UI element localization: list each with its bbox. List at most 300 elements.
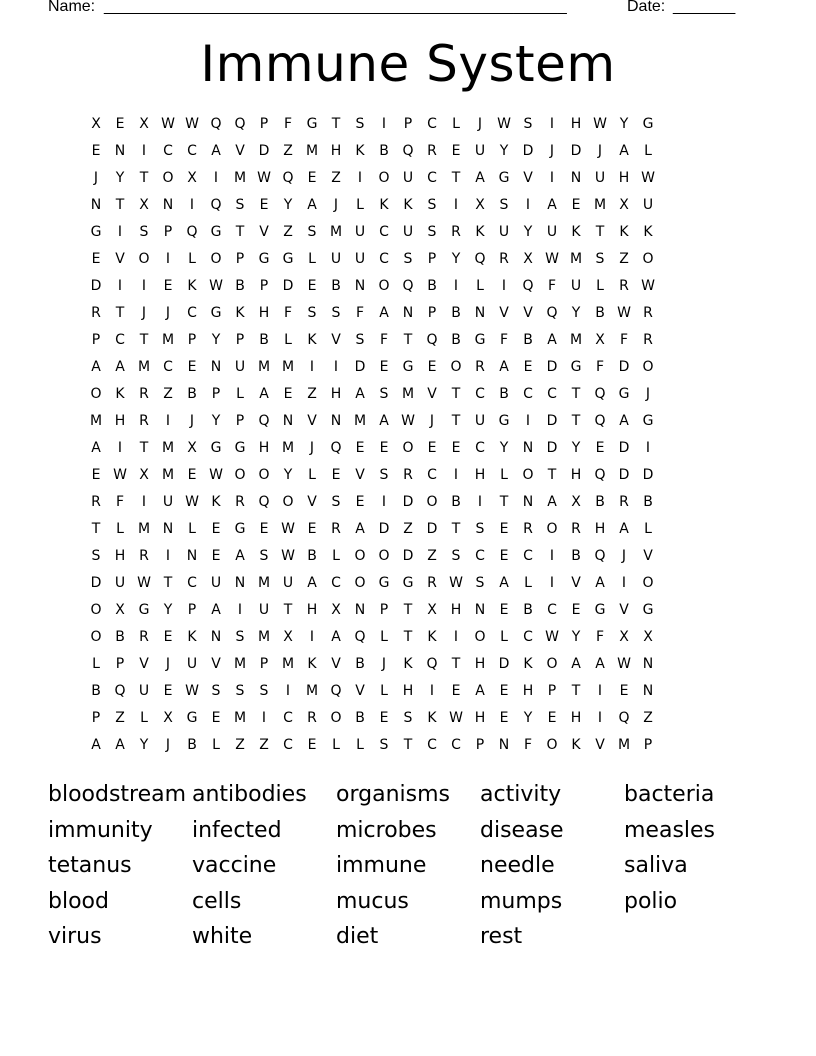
grid-letter[interactable]: J — [621, 548, 627, 564]
grid-letter[interactable]: N — [234, 575, 246, 591]
grid-letter[interactable]: V — [571, 575, 581, 591]
grid-letter[interactable]: B — [187, 386, 197, 402]
grid-letter[interactable]: Q — [594, 413, 606, 429]
grid-letter[interactable]: H — [114, 413, 126, 429]
grid-letter[interactable]: P — [643, 737, 653, 753]
grid-letter[interactable]: C — [331, 575, 341, 591]
grid-letter[interactable]: E — [451, 683, 461, 699]
grid-letter[interactable]: K — [571, 224, 581, 240]
grid-letter[interactable]: Q — [114, 683, 126, 699]
grid-letter[interactable]: M — [233, 710, 247, 726]
grid-letter[interactable]: E — [211, 548, 221, 564]
grid-letter[interactable]: S — [403, 251, 413, 267]
grid-letter[interactable]: P — [259, 656, 269, 672]
grid-letter[interactable]: D — [90, 278, 102, 294]
grid-letter[interactable]: N — [162, 197, 174, 213]
grid-letter[interactable]: E — [259, 197, 269, 213]
grid-letter[interactable]: F — [619, 332, 629, 348]
grid-letter[interactable]: J — [549, 143, 555, 159]
grid-letter[interactable]: E — [91, 143, 101, 159]
grid-letter[interactable]: I — [597, 710, 603, 726]
grid-letter[interactable]: S — [211, 683, 221, 699]
grid-letter[interactable]: T — [91, 521, 101, 537]
grid-letter[interactable]: C — [427, 116, 437, 132]
grid-letter[interactable]: Q — [594, 386, 606, 402]
grid-letter[interactable]: O — [402, 440, 414, 456]
grid-letter[interactable]: O — [642, 575, 654, 591]
grid-letter[interactable]: X — [91, 116, 101, 132]
grid-letter[interactable]: H — [474, 656, 486, 672]
grid-letter[interactable]: T — [115, 305, 125, 321]
grid-letter[interactable]: K — [235, 305, 245, 321]
grid-letter[interactable]: U — [114, 575, 126, 591]
grid-letter[interactable]: M — [137, 521, 151, 537]
grid-letter[interactable]: M — [89, 413, 103, 429]
grid-letter[interactable]: K — [475, 224, 485, 240]
grid-letter[interactable]: I — [117, 224, 123, 240]
grid-letter[interactable]: E — [379, 359, 389, 375]
grid-letter[interactable]: H — [330, 386, 342, 402]
grid-letter[interactable]: X — [187, 170, 197, 186]
grid-letter[interactable]: V — [523, 305, 533, 321]
grid-letter[interactable]: W — [113, 467, 127, 483]
grid-letter[interactable]: Z — [235, 737, 245, 753]
grid-letter[interactable]: T — [499, 494, 509, 510]
grid-letter[interactable]: V — [307, 413, 317, 429]
grid-letter[interactable]: O — [642, 359, 654, 375]
grid-letter[interactable]: X — [139, 467, 149, 483]
grid-letter[interactable]: Y — [283, 197, 293, 213]
grid-letter[interactable]: U — [474, 413, 486, 429]
grid-letter[interactable]: N — [90, 197, 102, 213]
grid-letter[interactable]: P — [475, 737, 485, 753]
grid-letter[interactable]: G — [234, 521, 246, 537]
grid-letter[interactable]: U — [138, 683, 150, 699]
grid-letter[interactable]: I — [117, 440, 123, 456]
grid-letter[interactable]: I — [549, 548, 555, 564]
grid-letter[interactable]: W — [617, 656, 631, 672]
grid-letter[interactable]: A — [547, 494, 557, 510]
grid-letter[interactable]: H — [450, 602, 462, 618]
grid-letter[interactable]: P — [187, 332, 197, 348]
grid-letter[interactable]: L — [308, 467, 316, 483]
grid-letter[interactable]: N — [210, 359, 222, 375]
grid-letter[interactable]: R — [643, 332, 653, 348]
grid-letter[interactable]: H — [330, 143, 342, 159]
grid-letter[interactable]: H — [474, 710, 486, 726]
grid-letter[interactable]: D — [546, 359, 558, 375]
grid-letter[interactable]: I — [141, 143, 147, 159]
grid-letter[interactable]: Y — [115, 170, 125, 186]
grid-letter[interactable]: G — [642, 116, 654, 132]
grid-letter[interactable]: G — [378, 575, 390, 591]
grid-letter[interactable]: Z — [307, 386, 317, 402]
grid-letter[interactable]: A — [499, 575, 509, 591]
grid-letter[interactable]: C — [427, 170, 437, 186]
grid-letter[interactable]: A — [259, 386, 269, 402]
grid-letter[interactable]: D — [378, 521, 390, 537]
grid-letter[interactable]: K — [427, 629, 437, 645]
grid-letter[interactable]: Q — [474, 251, 486, 267]
grid-letter[interactable]: V — [259, 224, 269, 240]
grid-letter[interactable]: E — [187, 467, 197, 483]
grid-letter[interactable]: Q — [618, 710, 630, 726]
grid-letter[interactable]: A — [235, 548, 245, 564]
grid-letter[interactable]: R — [571, 521, 581, 537]
grid-letter[interactable]: C — [427, 467, 437, 483]
grid-letter[interactable]: S — [331, 494, 341, 510]
grid-letter[interactable]: M — [281, 656, 295, 672]
grid-letter[interactable]: N — [642, 656, 654, 672]
grid-letter[interactable]: K — [427, 710, 437, 726]
grid-letter[interactable]: O — [258, 467, 270, 483]
grid-letter[interactable]: L — [380, 683, 388, 699]
grid-letter[interactable]: K — [355, 143, 365, 159]
grid-letter[interactable]: V — [211, 656, 221, 672]
grid-letter[interactable]: B — [595, 305, 605, 321]
grid-letter[interactable]: G — [498, 170, 510, 186]
grid-letter[interactable]: A — [211, 602, 221, 618]
grid-letter[interactable]: L — [308, 251, 316, 267]
grid-letter[interactable]: L — [236, 386, 244, 402]
grid-letter[interactable]: O — [282, 494, 294, 510]
grid-letter[interactable]: O — [546, 521, 558, 537]
grid-letter[interactable]: O — [546, 656, 558, 672]
grid-letter[interactable]: O — [330, 710, 342, 726]
grid-letter[interactable]: A — [595, 656, 605, 672]
grid-letter[interactable]: G — [90, 224, 102, 240]
grid-letter[interactable]: S — [379, 737, 389, 753]
grid-letter[interactable]: W — [641, 278, 655, 294]
grid-letter[interactable]: C — [523, 386, 533, 402]
grid-letter[interactable]: S — [235, 197, 245, 213]
grid-letter[interactable]: P — [547, 683, 557, 699]
grid-letter[interactable]: H — [522, 683, 534, 699]
grid-letter[interactable]: W — [185, 494, 199, 510]
grid-letter[interactable]: E — [163, 683, 173, 699]
grid-letter[interactable]: Y — [211, 413, 221, 429]
grid-letter[interactable]: O — [642, 251, 654, 267]
grid-letter[interactable]: S — [523, 116, 533, 132]
grid-letter[interactable]: C — [547, 386, 557, 402]
grid-letter[interactable]: A — [115, 737, 125, 753]
grid-letter[interactable]: N — [186, 548, 198, 564]
grid-letter[interactable]: U — [330, 251, 342, 267]
grid-letter[interactable]: R — [91, 305, 101, 321]
grid-letter[interactable]: U — [642, 197, 654, 213]
grid-letter[interactable]: Q — [210, 116, 222, 132]
grid-letter[interactable]: M — [233, 170, 247, 186]
grid-letter[interactable]: B — [355, 710, 365, 726]
grid-letter[interactable]: C — [187, 575, 197, 591]
grid-letter[interactable]: E — [571, 602, 581, 618]
grid-letter[interactable]: U — [186, 656, 198, 672]
grid-letter[interactable]: L — [332, 737, 340, 753]
grid-letter[interactable]: Z — [163, 386, 173, 402]
grid-letter[interactable]: R — [643, 305, 653, 321]
grid-letter[interactable]: Q — [426, 656, 438, 672]
grid-letter[interactable]: Q — [282, 170, 294, 186]
grid-letter[interactable]: T — [115, 197, 125, 213]
grid-letter[interactable]: W — [545, 251, 559, 267]
grid-letter[interactable]: E — [571, 197, 581, 213]
grid-letter[interactable]: Q — [354, 629, 366, 645]
grid-letter[interactable]: J — [93, 170, 99, 186]
grid-letter[interactable]: V — [523, 170, 533, 186]
grid-letter[interactable]: L — [92, 656, 100, 672]
grid-letter[interactable]: W — [185, 116, 199, 132]
grid-letter[interactable]: P — [91, 710, 101, 726]
grid-letter[interactable]: U — [594, 170, 606, 186]
grid-letter[interactable]: B — [115, 629, 125, 645]
grid-letter[interactable]: R — [139, 548, 149, 564]
grid-letter[interactable]: C — [115, 332, 125, 348]
grid-letter[interactable]: U — [354, 251, 366, 267]
grid-letter[interactable]: I — [477, 494, 483, 510]
grid-letter[interactable]: U — [474, 143, 486, 159]
grid-letter[interactable]: D — [618, 359, 630, 375]
grid-letter[interactable]: U — [282, 575, 294, 591]
grid-letter[interactable]: Y — [139, 737, 149, 753]
grid-letter[interactable]: I — [381, 116, 387, 132]
grid-letter[interactable]: L — [596, 278, 604, 294]
grid-letter[interactable]: F — [595, 359, 605, 375]
grid-letter[interactable]: O — [90, 602, 102, 618]
grid-letter[interactable]: C — [379, 251, 389, 267]
grid-letter[interactable]: S — [259, 683, 269, 699]
grid-letter[interactable]: L — [500, 629, 508, 645]
grid-letter[interactable]: T — [403, 737, 413, 753]
grid-letter[interactable]: V — [595, 737, 605, 753]
grid-letter[interactable]: P — [163, 224, 173, 240]
grid-letter[interactable]: V — [331, 332, 341, 348]
grid-letter[interactable]: E — [499, 548, 509, 564]
grid-letter[interactable]: J — [477, 116, 483, 132]
grid-letter[interactable]: Q — [426, 332, 438, 348]
grid-letter[interactable]: E — [259, 521, 269, 537]
grid-letter[interactable]: K — [187, 629, 197, 645]
grid-letter[interactable]: E — [331, 467, 341, 483]
grid-letter[interactable]: M — [305, 683, 319, 699]
grid-letter[interactable]: L — [524, 575, 532, 591]
grid-letter[interactable]: I — [525, 197, 531, 213]
grid-letter[interactable]: G — [210, 440, 222, 456]
grid-letter[interactable]: Y — [571, 629, 581, 645]
grid-letter[interactable]: C — [187, 305, 197, 321]
grid-letter[interactable]: X — [643, 629, 653, 645]
grid-letter[interactable]: L — [356, 197, 364, 213]
grid-letter[interactable]: O — [522, 467, 534, 483]
grid-letter[interactable]: L — [212, 737, 220, 753]
grid-letter[interactable]: W — [281, 521, 295, 537]
grid-letter[interactable]: K — [307, 656, 317, 672]
grid-letter[interactable]: I — [453, 629, 459, 645]
grid-letter[interactable]: F — [379, 332, 389, 348]
grid-letter[interactable]: C — [187, 143, 197, 159]
grid-letter[interactable]: L — [188, 251, 196, 267]
grid-letter[interactable]: W — [449, 710, 463, 726]
grid-letter[interactable]: R — [427, 143, 437, 159]
grid-letter[interactable]: O — [378, 548, 390, 564]
grid-letter[interactable]: X — [523, 251, 533, 267]
grid-letter[interactable]: C — [163, 143, 173, 159]
grid-letter[interactable]: I — [381, 494, 387, 510]
grid-letter[interactable]: R — [619, 494, 629, 510]
grid-letter[interactable]: V — [499, 305, 509, 321]
grid-letter[interactable]: N — [474, 305, 486, 321]
grid-letter[interactable]: H — [594, 521, 606, 537]
grid-letter[interactable]: A — [619, 413, 629, 429]
grid-letter[interactable]: U — [234, 359, 246, 375]
grid-letter[interactable]: Y — [571, 440, 581, 456]
grid-letter[interactable]: B — [499, 386, 509, 402]
grid-letter[interactable]: C — [451, 737, 461, 753]
grid-letter[interactable]: V — [355, 683, 365, 699]
grid-letter[interactable]: Y — [571, 305, 581, 321]
grid-letter[interactable]: G — [642, 413, 654, 429]
grid-letter[interactable]: J — [429, 413, 435, 429]
grid-letter[interactable]: X — [283, 629, 293, 645]
grid-letter[interactable]: I — [165, 413, 171, 429]
grid-letter[interactable]: B — [235, 278, 245, 294]
grid-letter[interactable]: X — [139, 116, 149, 132]
grid-letter[interactable]: M — [593, 197, 607, 213]
grid-letter[interactable]: K — [403, 656, 413, 672]
grid-letter[interactable]: C — [379, 224, 389, 240]
grid-letter[interactable]: M — [305, 143, 319, 159]
grid-letter[interactable]: A — [355, 386, 365, 402]
grid-letter[interactable]: I — [333, 359, 339, 375]
grid-letter[interactable]: T — [451, 170, 461, 186]
grid-letter[interactable]: G — [402, 575, 414, 591]
grid-letter[interactable]: O — [378, 278, 390, 294]
grid-letter[interactable]: K — [187, 278, 197, 294]
grid-letter[interactable]: U — [354, 224, 366, 240]
grid-letter[interactable]: W — [545, 629, 559, 645]
grid-letter[interactable]: M — [233, 656, 247, 672]
grid-letter[interactable]: Y — [499, 440, 509, 456]
grid-letter[interactable]: Z — [115, 710, 125, 726]
grid-letter[interactable]: W — [257, 170, 271, 186]
grid-letter[interactable]: O — [90, 386, 102, 402]
grid-letter[interactable]: G — [210, 224, 222, 240]
grid-letter[interactable]: E — [283, 386, 293, 402]
grid-letter[interactable]: I — [189, 197, 195, 213]
grid-letter[interactable]: M — [161, 467, 175, 483]
grid-letter[interactable]: I — [213, 170, 219, 186]
grid-letter[interactable]: V — [307, 494, 317, 510]
grid-letter[interactable]: A — [307, 575, 317, 591]
grid-letter[interactable]: K — [307, 332, 317, 348]
grid-letter[interactable]: P — [427, 305, 437, 321]
grid-letter[interactable]: U — [498, 224, 510, 240]
grid-letter[interactable]: S — [139, 224, 149, 240]
grid-letter[interactable]: H — [570, 467, 582, 483]
grid-letter[interactable]: B — [379, 143, 389, 159]
grid-letter[interactable]: T — [547, 467, 557, 483]
grid-letter[interactable]: R — [235, 494, 245, 510]
grid-letter[interactable]: N — [498, 737, 510, 753]
grid-letter[interactable]: Q — [234, 116, 246, 132]
grid-letter[interactable]: U — [162, 494, 174, 510]
grid-letter[interactable]: B — [307, 548, 317, 564]
grid-letter[interactable]: G — [642, 602, 654, 618]
grid-letter[interactable]: O — [90, 629, 102, 645]
grid-letter[interactable]: R — [475, 359, 485, 375]
grid-letter[interactable]: Q — [258, 494, 270, 510]
grid-letter[interactable]: I — [501, 278, 507, 294]
grid-letter[interactable]: W — [617, 305, 631, 321]
grid-letter[interactable]: K — [571, 737, 581, 753]
grid-letter[interactable]: B — [451, 332, 461, 348]
grid-letter[interactable]: C — [283, 737, 293, 753]
grid-letter[interactable]: J — [381, 656, 387, 672]
grid-letter[interactable]: R — [139, 386, 149, 402]
grid-letter[interactable]: S — [499, 197, 509, 213]
grid-letter[interactable]: C — [163, 359, 173, 375]
grid-letter[interactable]: D — [426, 521, 438, 537]
grid-letter[interactable]: U — [402, 224, 414, 240]
grid-letter[interactable]: S — [379, 386, 389, 402]
grid-letter[interactable]: V — [139, 656, 149, 672]
grid-letter[interactable]: R — [307, 710, 317, 726]
grid-letter[interactable]: E — [619, 683, 629, 699]
grid-letter[interactable]: S — [355, 332, 365, 348]
grid-letter[interactable]: M — [281, 359, 295, 375]
grid-letter[interactable]: E — [307, 170, 317, 186]
grid-letter[interactable]: S — [91, 548, 101, 564]
grid-letter[interactable]: O — [378, 170, 390, 186]
grid-letter[interactable]: A — [379, 305, 389, 321]
grid-letter[interactable]: J — [333, 197, 339, 213]
grid-letter[interactable]: Y — [523, 710, 533, 726]
grid-letter[interactable]: A — [211, 143, 221, 159]
grid-letter[interactable]: A — [331, 629, 341, 645]
grid-letter[interactable]: I — [453, 278, 459, 294]
grid-letter[interactable]: Q — [594, 467, 606, 483]
grid-letter[interactable]: D — [522, 143, 534, 159]
grid-letter[interactable]: G — [234, 440, 246, 456]
grid-letter[interactable]: I — [621, 575, 627, 591]
grid-letter[interactable]: H — [258, 305, 270, 321]
grid-letter[interactable]: B — [451, 305, 461, 321]
grid-letter[interactable]: V — [427, 386, 437, 402]
grid-letter[interactable]: F — [547, 278, 557, 294]
grid-letter[interactable]: X — [475, 197, 485, 213]
grid-letter[interactable]: M — [161, 332, 175, 348]
grid-letter[interactable]: N — [522, 440, 534, 456]
grid-letter[interactable]: N — [354, 278, 366, 294]
grid-letter[interactable]: Y — [523, 224, 533, 240]
grid-letter[interactable]: O — [210, 251, 222, 267]
grid-letter[interactable]: B — [187, 737, 197, 753]
grid-letter[interactable]: D — [258, 143, 270, 159]
grid-letter[interactable]: W — [161, 116, 175, 132]
grid-letter[interactable]: D — [546, 413, 558, 429]
grid-letter[interactable]: L — [332, 548, 340, 564]
grid-letter[interactable]: H — [570, 116, 582, 132]
grid-letter[interactable]: T — [451, 413, 461, 429]
grid-letter[interactable]: N — [570, 170, 582, 186]
grid-letter[interactable]: M — [257, 629, 271, 645]
grid-letter[interactable]: P — [259, 278, 269, 294]
grid-letter[interactable]: V — [115, 251, 125, 267]
grid-letter[interactable]: Y — [211, 332, 221, 348]
grid-letter[interactable]: B — [427, 278, 437, 294]
grid-letter[interactable]: S — [427, 197, 437, 213]
grid-letter[interactable]: Z — [619, 251, 629, 267]
grid-letter[interactable]: Q — [594, 548, 606, 564]
